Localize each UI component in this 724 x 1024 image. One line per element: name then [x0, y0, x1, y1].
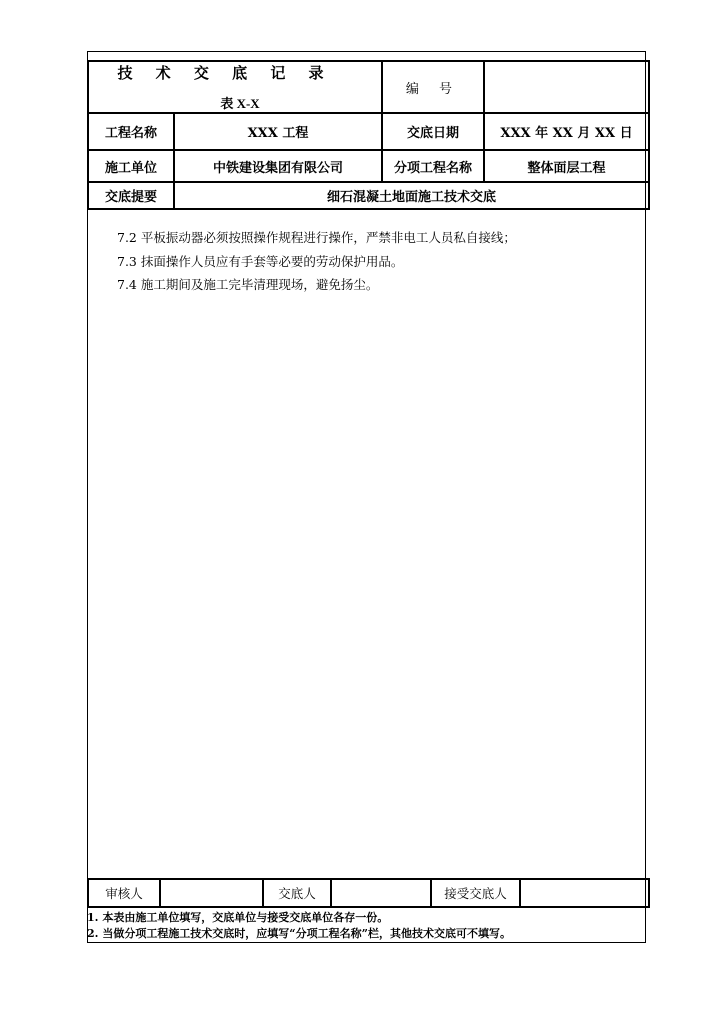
presenter-field[interactable] — [331, 879, 431, 907]
notes — [87, 910, 646, 942]
presenter-label: 交底人 — [263, 879, 331, 907]
note-item: 2. 当做分项工程施工技术交底时，应填写“分项工程名称”栏，其他技术交底可不填写。 — [87, 927, 511, 940]
summary-value[interactable]: 细石混凝土地面施工技术交底 — [174, 182, 649, 209]
signature-row — [88, 879, 649, 907]
construction-unit-label: 施工单位 — [88, 150, 174, 182]
record-header-table — [87, 60, 650, 210]
handover-date-value[interactable]: XXX 年 XX 月 XX 日 — [484, 113, 649, 150]
disclosure-content — [117, 226, 627, 297]
form-title: 技 术 交 底 记 录 — [117, 64, 333, 82]
reviewer-field[interactable] — [160, 879, 263, 907]
number-value[interactable] — [484, 61, 649, 113]
sub-project-label: 分项工程名称 — [382, 150, 484, 182]
handover-date-label: 交底日期 — [382, 113, 484, 150]
form-code: 表 X-X — [220, 96, 260, 111]
title-row — [88, 61, 649, 113]
receiver-field[interactable] — [520, 879, 649, 907]
project-name-label: 工程名称 — [88, 113, 174, 150]
unit-row — [88, 150, 649, 182]
project-row — [88, 113, 649, 150]
sub-project-value[interactable]: 整体面层工程 — [484, 150, 649, 182]
reviewer-label: 审核人 — [88, 879, 160, 907]
project-name-value[interactable]: XXX 工程 — [174, 113, 382, 150]
number-label: 编 号 — [382, 61, 484, 113]
note-item: 1. 本表由施工单位填写，交底单位与接受交底单位各存一份。 — [87, 911, 389, 924]
summary-row — [88, 182, 649, 209]
content-line: 7.3 抹面操作人员应有手套等必要的劳动保护用品。 — [117, 253, 404, 269]
content-line: 7.4 施工期间及施工完毕清理现场，避免扬尘。 — [117, 277, 379, 292]
signature-table — [87, 878, 650, 908]
content-line: 7.2 平板振动器必须按照操作规程进行操作，严禁非电工人员私自接线； — [117, 230, 516, 245]
summary-label: 交底提要 — [88, 182, 174, 209]
receiver-label: 接受交底人 — [431, 879, 520, 907]
construction-unit-value[interactable]: 中铁建设集团有限公司 — [174, 150, 382, 182]
title-cell — [88, 61, 382, 113]
